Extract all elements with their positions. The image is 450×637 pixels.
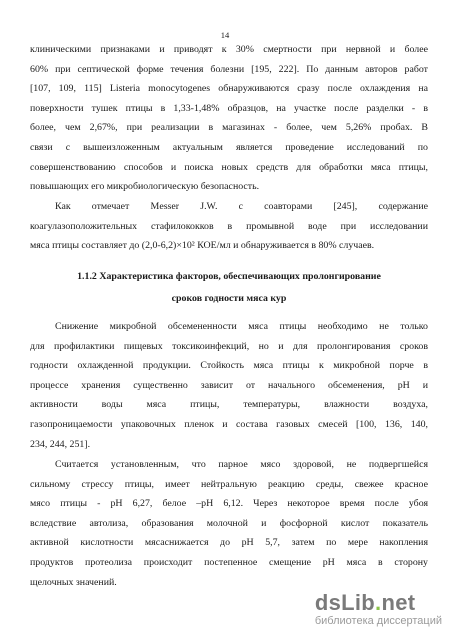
text-line: Снижение микробной обсемененности мяса птицы необходимо не только (55, 321, 428, 332)
text-line: вследствие автолиза, образования молочной и фосфорной кислот показатель (30, 517, 428, 529)
paragraph-1 (30, 40, 428, 197)
watermark-brand: dsLib.net (314, 590, 416, 615)
text-line: щелочных значений. (30, 576, 117, 588)
text-line: мясо птицы - pH 6,27, белое –pH 6,12. Через некоторое время после убоя (30, 498, 428, 510)
text-line: Как отмечает Messer J.W. с соавторами [245], содержание (55, 201, 428, 212)
text-line: для профилактики пищевых токсикоинфекций, но и для пролонгирования сроков (30, 340, 428, 352)
paragraph-2 (30, 197, 428, 256)
text-line: 234, 244, 251]. (30, 438, 91, 450)
text-line: процессе хранения существенно зависит от начального обсеменения, pH и (30, 379, 428, 391)
text-line: повышающих его микробиологическую безопасность. (30, 181, 260, 193)
heading-line: 1.1.2 Характеристика факторов, обеспечивающих пролонгирование (77, 271, 381, 282)
text-line: мяса птицы составляет до (2,0-6,2)×10² КОЕ/мл и обнаруживается в 80% случаев. (30, 240, 375, 252)
text-line: 60% при септической форме течения болезни [195, 222]. По данным авторов работ (30, 63, 428, 75)
text-line: газопроницаемости упаковочных пленок и состава газовых смесей [100, 136, 140, (30, 418, 428, 430)
text-line: совершенствованию способов и поиска новых средств для обработки мяса птицы, (30, 161, 428, 173)
text-line: годности охлажденной продукции. Стойкость мяса птицы к микробной порче в (30, 360, 428, 372)
watermark-logo (315, 591, 442, 627)
text-line: клиническими признаками и приводят к 30% смертности при нервной и более (30, 44, 428, 55)
page-number: 14 (220, 30, 230, 40)
text-line: сильному стрессу птицы, имеет нейтральную реакцию среды, свежее красное (30, 478, 428, 490)
text-line: продуктов протеолиза происходит постепенное смещение pH мяса в сторону (30, 556, 428, 568)
text-line: [107, 109, 115] Listeria monocytogenes обнаруживаются сразу после охлаждения на (30, 83, 428, 95)
text-line: активной кислотности мясаснижается до pH 5,7, затем по мере накопления (30, 537, 428, 549)
text-line: связи с вышеизложенным актуальным является проведение исследований по (30, 141, 428, 153)
text-line: Считается установленным, что парное мясо здоровой, не подвергшейся (55, 459, 428, 470)
section-heading (30, 266, 428, 310)
text-line: коагулазоположительных стафилококков в промывной воде при исследовании (30, 220, 428, 232)
paragraph-4 (30, 455, 428, 592)
paragraph-3 (30, 317, 428, 454)
watermark-subtitle: библиотека диссертаций (314, 615, 442, 627)
text-line: более, чем 2,67%, при реализации в магазинах - более, чем 5,26% пробах. В (30, 122, 428, 134)
text-line: активности воды мяса птицы, температуры, влажности воздуха, (30, 399, 428, 411)
text-line: поверхности тушек птицы в 1,33-1,48% образцов, на участке после разделки - в (30, 102, 428, 114)
heading-line: сроков годности мяса кур (171, 293, 287, 304)
